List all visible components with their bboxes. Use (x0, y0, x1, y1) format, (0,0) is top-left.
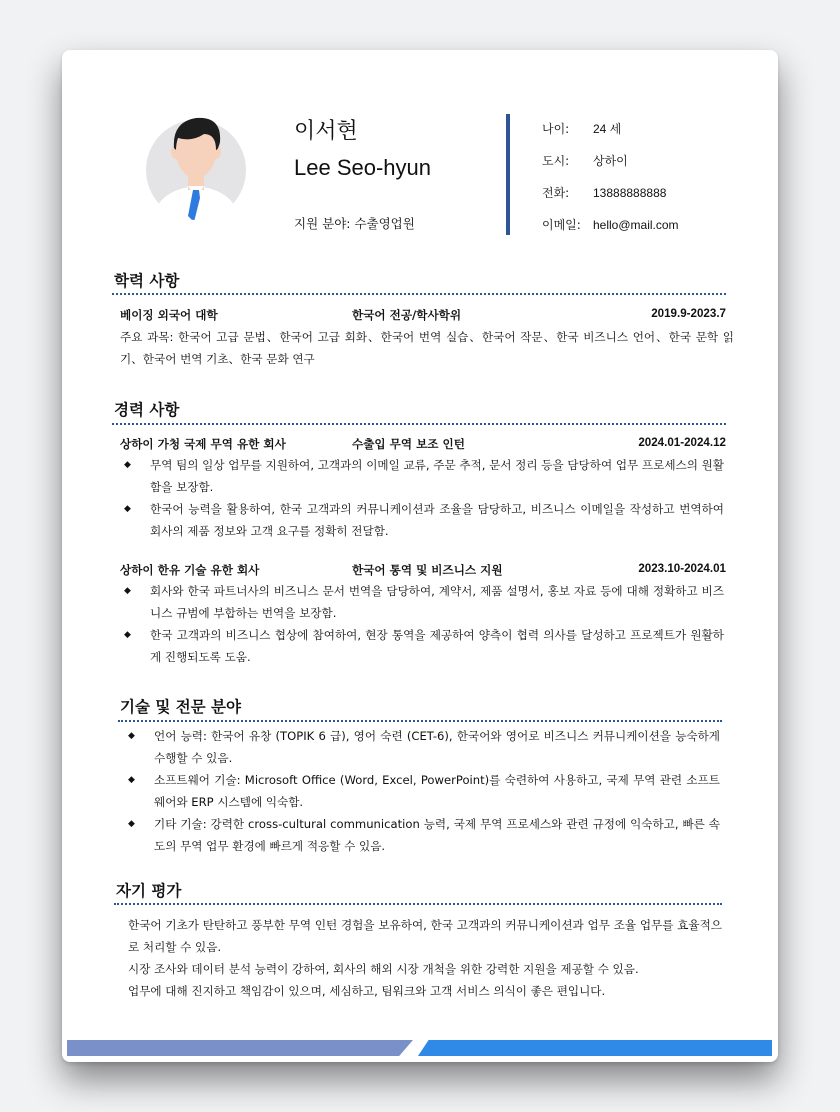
list-item (128, 770, 720, 813)
info-value: hello@mail.com (593, 218, 679, 232)
info-email (542, 216, 679, 233)
bullet-text: 회사와 한국 파트너사의 비즈니스 문서 번역을 담당하여, 계약서, 제품 설명서, 홍보 자료 등에 대해 정확하고 비즈니스 규범에 부합하는 번역을 보장함. (150, 584, 724, 620)
self-eval-line: 업무에 대해 진지하고 책임감이 있으며, 세심하고, 팀워크와 고객 서비스 의식이 좋은 편입니다. (128, 984, 606, 998)
job-row (120, 562, 726, 578)
section-divider (114, 903, 722, 905)
bullet-text: 소프트웨어 기술: Microsoft Office (Word, Excel, PowerPoint)를 숙련하여 사용하고, 국제 무역 관련 소프트웨어와 ERP 시스템에 익숙함. (154, 773, 720, 809)
bullet-diamond-icon: ◆ (124, 630, 131, 640)
footer-bar-left (67, 1040, 413, 1056)
section-divider (118, 720, 722, 722)
info-age (542, 120, 621, 137)
bullet-text: 기타 기술: 강력한 cross-cultural communication 능력, 국제 무역 프로세스와 관련 규정에 익숙하고, 빠른 속도의 무역 업무 환경에 빠르게 적응할 수 있음. (154, 817, 720, 853)
education-row (120, 307, 726, 323)
bullet-text: 한국어 능력을 활용하여, 한국 고객과의 커뮤니케이션과 조율을 담당하고, 비즈니스 이메일을 작성하고 번역하여 회사의 제품 정보와 고객 요구를 정확히 전달함. (150, 502, 724, 538)
experience-heading: 경력 사항 (114, 401, 180, 419)
name-korean: 이서현 (294, 119, 358, 144)
bullet-diamond-icon: ◆ (128, 731, 135, 741)
bullet-diamond-icon: ◆ (124, 586, 131, 596)
company-name: 상하이 가청 국제 무역 유한 회사 (120, 437, 286, 451)
school-name: 베이징 외국어 대학 (120, 308, 218, 322)
job-bullets (124, 581, 724, 669)
self-eval-text (128, 914, 722, 1002)
info-label: 나이: (542, 122, 570, 136)
skills-list (128, 726, 720, 858)
name-english: Lee Seo-hyun (294, 155, 431, 180)
info-value: 13888888888 (593, 186, 667, 200)
section-divider (112, 423, 726, 425)
education-courses: 주요 과목: 한국어 고급 문법、한국어 고급 회화、한국어 번역 실습、한국어 작문、한국 비즈니스 언어、한국 문학 읽기、한국어 번역 기초、한국 문화 연구 (120, 330, 734, 366)
info-label: 도시: (542, 154, 570, 168)
bullet-diamond-icon: ◆ (128, 775, 135, 785)
major: 한국어 전공/학사학위 (352, 308, 462, 322)
bullet-text: 무역 팀의 일상 업무를 지원하여, 고객과의 이메일 교류, 주문 추적, 문서 정리 등을 담당하여 업무 프로세스의 원활함을 보장함. (150, 458, 725, 494)
job-row (120, 436, 726, 452)
list-item (124, 581, 724, 624)
resume-page (62, 50, 778, 1062)
info-value: 24 세 (593, 122, 622, 136)
self-eval-heading: 자기 평가 (116, 882, 182, 900)
info-phone (542, 184, 666, 201)
bullet-text: 한국 고객과의 비즈니스 협상에 참여하여, 현장 통역을 제공하여 양측이 협력 의사를 달성하고 프로젝트가 원활하게 진행되도록 도움. (150, 628, 724, 664)
bullet-text: 언어 능력: 한국어 유창 (TOPIK 6 급), 영어 숙련 (CET-6), 한국어와 영어로 비즈니스 커뮤니케이션을 능숙하게 수행할 수 있음. (154, 729, 720, 765)
section-divider (112, 293, 726, 295)
list-item (128, 726, 720, 769)
job-period: 2023.10-2024.01 (638, 562, 726, 575)
list-item (124, 499, 724, 542)
bullet-diamond-icon: ◆ (124, 460, 131, 470)
footer-bar-right (418, 1040, 772, 1056)
bullet-diamond-icon: ◆ (124, 504, 131, 514)
job-bullets (124, 455, 724, 543)
education-period: 2019.9-2023.7 (651, 307, 726, 320)
list-item (128, 814, 720, 857)
job-role: 수출입 무역 보조 인턴 (352, 437, 465, 451)
job-period: 2024.01-2024.12 (638, 436, 726, 449)
info-value: 상하이 (593, 154, 628, 168)
job-role: 한국어 통역 및 비즈니스 지원 (352, 563, 503, 577)
target-position: 지원 분야: 수출영업원 (294, 216, 415, 231)
self-eval-line: 시장 조사와 데이터 분석 능력이 강하여, 회사의 해외 시장 개척을 위한 강력한 지원을 제공할 수 있음. (128, 962, 639, 976)
list-item (124, 625, 724, 668)
info-label: 이메일: (542, 218, 581, 232)
info-label: 전화: (542, 186, 570, 200)
self-eval-line: 한국어 기초가 탄탄하고 풍부한 무역 인턴 경험을 보유하여, 한국 고객과의 커뮤니케이션과 업무 조율 업무를 효율적으로 처리할 수 있음. (128, 918, 722, 954)
header-divider (506, 114, 510, 235)
skills-heading: 기술 및 전문 분야 (120, 698, 242, 716)
bullet-diamond-icon: ◆ (128, 819, 135, 829)
list-item (124, 455, 724, 498)
education-heading: 학력 사항 (114, 272, 180, 290)
company-name: 상하이 한유 기술 유한 회사 (120, 563, 260, 577)
avatar-illustration (144, 112, 248, 222)
info-city (542, 152, 628, 169)
